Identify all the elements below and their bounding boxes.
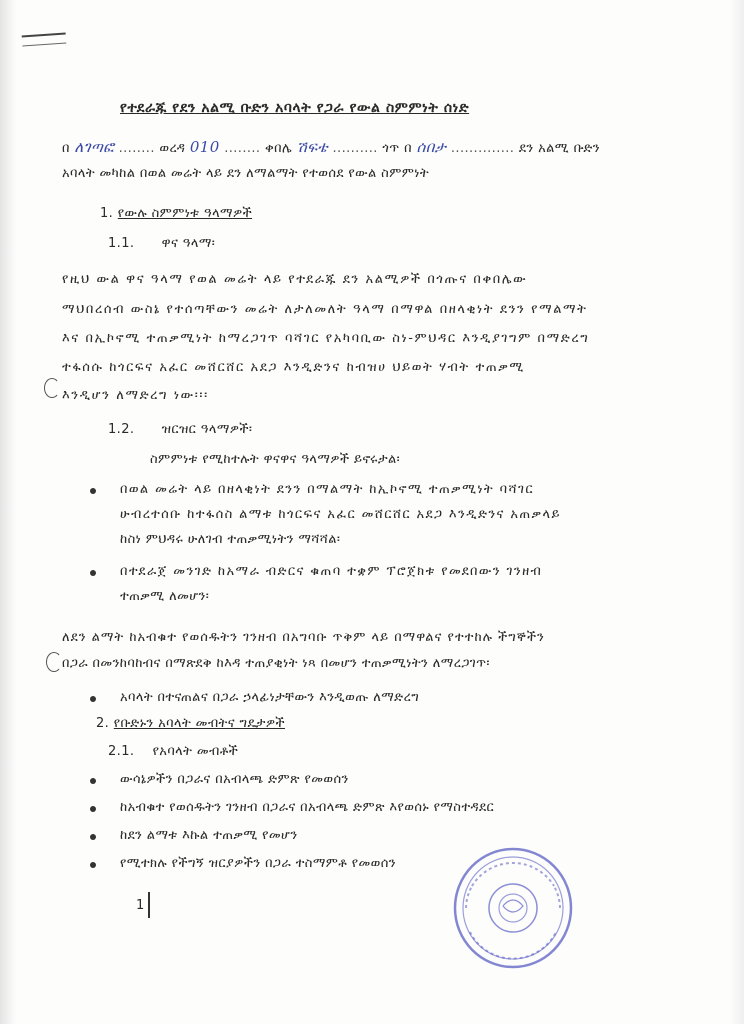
bullet-line: በተደራጀ መንገድ ከአማራ ብድርና ቁጠባ ተቋም ፕሮጀክቱ የመደበውን ገንዘብ [120, 564, 543, 579]
subsection-2-1-title: የአባላት መብቶች [152, 744, 239, 759]
bullet-line: ከስነ ምህዳሩ ሁለገብ ተጠቃሚነትን ማሻሻል፡ [120, 532, 341, 547]
bullet-line: ከደን ልማቱ እኩል ተጠቃሚ የመሆን [120, 828, 298, 843]
dots-1: ........ [118, 141, 155, 156]
got-label: ጎጥ በ [382, 141, 412, 156]
paragraph-line: በጋራ በመንከባከብና በማጽደቅ ከእዳ ተጠያቂነት ነጻ በመሆን ተጠቃሚነትን ለማረጋገጥ፡ [62, 656, 490, 671]
bullet-line: ተጠቃሚ ለመሆን፡ [120, 589, 210, 604]
intro-line1-tail: ደን አልሚ ቡድን [518, 141, 600, 156]
paragraph-line: ለደን ልማት ከአብቁተ የወሰዱትን ገንዘብ በአግባቡ ጥቅም ላይ በማዋልና የተተከሉ ችግኞችን [62, 630, 545, 645]
bullet-icon [90, 778, 96, 784]
bullet-line: አባላት በተናጠልና በጋራ ኃላፊነታቸውን እንዲወጡ ለማድረግ [120, 690, 420, 705]
subsection-2-1-number: 2.1. [108, 744, 135, 759]
bullet-icon [90, 696, 96, 702]
dots-3: .......... [332, 141, 378, 156]
paragraph-line: ማህበረሰብ ውስኔ የተሰጣቸውን መሬት ለታለመለት ዓላማ በማዋል በዘላቂነት ደንን የማልማት [62, 302, 588, 317]
section-2-heading [96, 716, 285, 731]
section-2-number: 2. [96, 716, 110, 731]
punch-hole-mark [46, 652, 62, 672]
bullet-line: የሚተክሉ የችግኝ ዝርያዎችን በጋራ ተስማምቶ የመወሰን [120, 856, 396, 871]
intro-prefix: በ [62, 141, 70, 156]
subsection-1-1-heading [108, 236, 215, 251]
section-2-title: የቡድኑን አባላት መብትና ግዴታዎች [113, 716, 286, 731]
dots-2: ........ [224, 141, 261, 156]
bullet-line: ውሳኔዎችን በጋራና በአብላጫ ድምጽ የመወሰን [120, 772, 349, 787]
kebele-label: ቀበሌ [265, 141, 293, 156]
kebele-handwritten: ሽፍቴ [296, 138, 328, 156]
subsection-1-2-intro: ስምምነቱ የሚከተሉት ዋናዋና ዓላማዎች ይኖሩታል፡ [150, 452, 401, 467]
bullet-line: ከአብቁተ የወሰዱትን ገንዘብ በጋራና በአብላጫ ድምጽ እየወሰኑ የማስተዳደር [120, 800, 495, 815]
paragraph-line: የዚህ ውል ዋና ዓላማ የወል መሬት ላይ የተደራጁ ደን አልሚዎች በጎጡና በቀበሌው [62, 272, 528, 287]
subsection-2-1-heading [108, 744, 238, 759]
scan-right-edge [730, 0, 744, 1024]
woreda-handwritten: 010 [189, 138, 220, 156]
paragraph-line: እንዲሆን ለማድረግ ነው፡፡፡ [62, 388, 209, 403]
bullet-icon [90, 570, 96, 576]
intro-line-1 [62, 138, 600, 156]
bullet-line: በወል መሬት ላይ በዘላቂነት ደንን በማልማት ከኢኮኖሚ ተጠቃሚነት ባሻገር [120, 482, 534, 497]
section-1-title: የውሉ ስምምነቱ ዓላማዎች [117, 206, 253, 221]
official-stamp-seal [452, 846, 574, 970]
punch-hole-mark [44, 378, 60, 398]
page-number-bar [148, 892, 150, 918]
bullet-icon [90, 862, 96, 868]
scan-edge-shadow [0, 0, 16, 1024]
paragraph-line: እና በኢኮኖሚ ተጠቃሚነት ከማረጋገጥ ባሻገር የአካባቢው ስነ-ምህዳር እንዲያገግም በማድረግ [62, 331, 590, 346]
dots-4: .............. [450, 141, 515, 156]
scan-mark [22, 32, 67, 46]
subsection-1-1-title: ዋና ዓላማ፡ [161, 236, 216, 251]
subsection-1-1-number: 1.1. [108, 236, 135, 251]
paragraph-line: ተፋሰሱ ከጎርፍና አፈር መሸርሸር አደጋ እንዲድንና ከብዝሀ ህይወት ሃብት ተጠቃሚ [62, 360, 525, 375]
bullet-icon [90, 834, 96, 840]
intro-line-2: አባላት መካከል በወል መሬት ላይ ደን ለማልማት የተወሰደ የውል ስምምነት [62, 166, 430, 181]
bullet-icon [90, 488, 96, 494]
section-1-number: 1. [100, 206, 114, 221]
document-title: የተደራጁ የደን አልሚ ቡድን አባላት የጋራ የውል ስምምነት ሰነድ [120, 100, 470, 116]
section-1-heading [100, 206, 252, 221]
subsection-1-2-number: 1.2. [108, 422, 135, 437]
bullet-icon [90, 806, 96, 812]
subsection-1-2-title: ዝርዝር ዓላማዎች፡ [161, 422, 253, 437]
zone-handwritten: ለገጣፎ [74, 138, 115, 156]
woreda-label: ወረዳ [159, 141, 186, 156]
bullet-line: ሁብረተሰቡ ከተፋሰስ ልማቱ ከጎርፍና አፈር መሸርሸር አደጋ እንዲድንና አጠቃላይ [120, 507, 561, 522]
got-handwritten: ሰበታ [416, 138, 447, 156]
page-number: 1 [136, 898, 145, 913]
subsection-1-2-heading [108, 422, 252, 437]
